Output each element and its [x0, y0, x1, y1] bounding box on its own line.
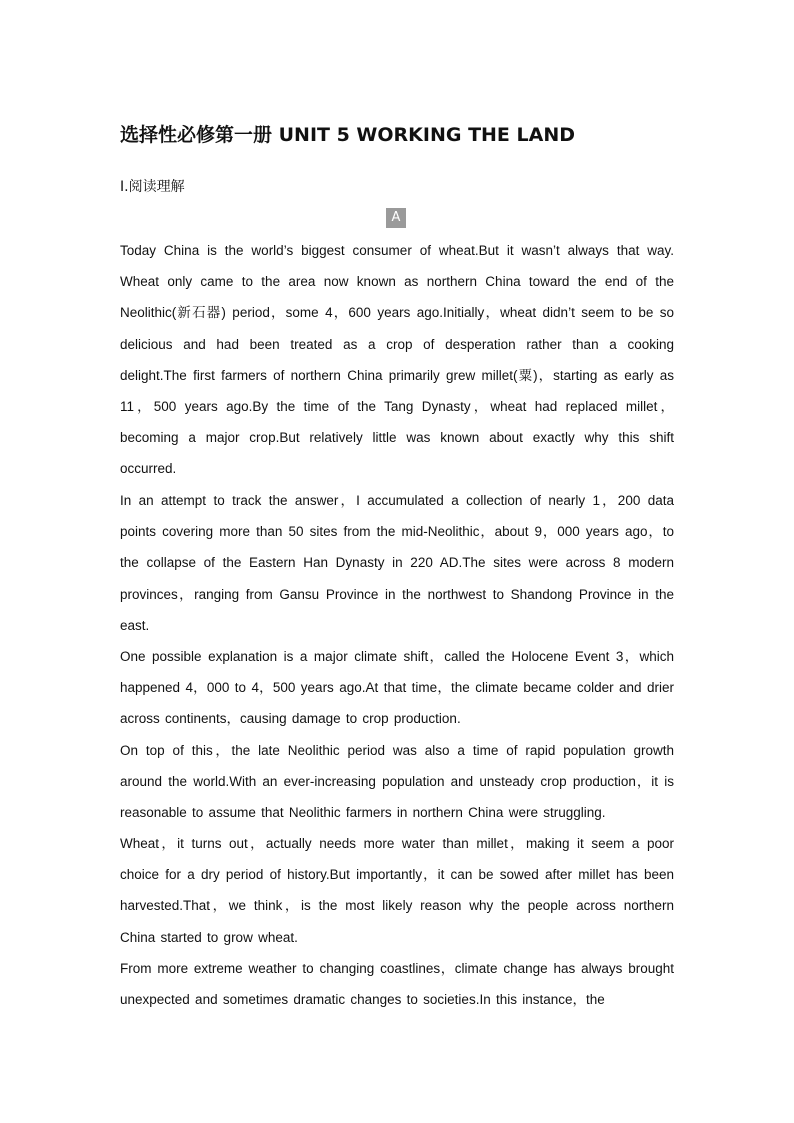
- passage-paragraph-2: In an attempt to track the answer，I accumulated a collection of nearly 1，200 data points covering more than 50 sites from the mid-Neolithic，about 9，000 years ago，to the collapse of the Eastern Han Dynasty in 220 AD.The sites were across 8 modern provinces，ranging from Gansu Province in the northwest to Shandong Province in the east.: [120, 493, 674, 633]
- passage-paragraph-5: Wheat，it turns out，actually needs more water than millet，making it seem a poor choice for a dry period of history.But importantly，it can be sowed after millet has been harvested.That，we think，is the most likely reason why the people across northern China started to grow wheat.: [120, 836, 674, 945]
- passage-paragraph-6: From more extreme weather to changing coastlines，climate change has always brought unexpected and sometimes dramatic changes to societies.In this instance，the: [120, 961, 674, 1008]
- document-title: 选择性必修第一册 UNIT 5 WORKING THE LAND: [120, 124, 576, 146]
- passage-paragraph-4: On top of this，the late Neolithic period was also a time of rapid population growth around the world.With an ever-increasing population and unsteady crop production，it is reasonable to assume that Neolithic farmers in northern China were struggling.: [120, 743, 674, 821]
- passage-label-badge: A: [386, 208, 406, 228]
- passage-paragraph-3: One possible explanation is a major climate shift，called the Holocene Event 3，which happened 4，000 to 4，500 years ago.At that time，the climate became colder and drier across continents，causing damage to crop production.: [120, 649, 674, 727]
- passage-paragraph-1: Today China is the world’s biggest consumer of wheat.But it wasn’t always that way. Wheat only came to the area now known as northern China toward the end of the Neolithic(新石器) period，some 4，600 years ago.Initially，wheat didn’t seem to be so delicious and had been treated as a crop of desperation rather than a cooking delight.The first farmers of northern China primarily grew millet(粟)，starting as early as 11，500 years ago.By the time of the Tang Dynasty，wheat had replaced millet，becoming a major crop.But relatively little was known about exactly why this shift occurred.: [120, 243, 674, 477]
- section-heading-reading: Ⅰ.阅读理解: [120, 179, 185, 195]
